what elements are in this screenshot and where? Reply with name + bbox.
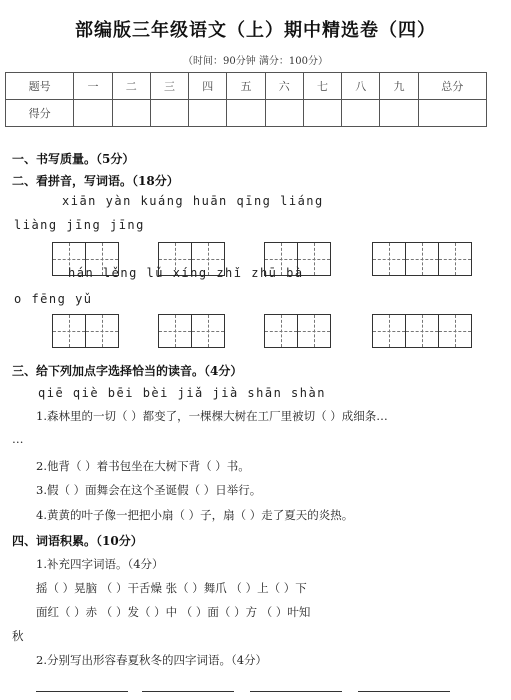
section-3-heading: 三、给下列加点字选择恰当的读音。（4分） [12, 364, 243, 378]
question-3-4: 4.黄黄的叶子像一把把小扇（ ）子，扇（ ）走了夏天的炎热。 [36, 508, 354, 522]
score-cell[interactable] [342, 100, 380, 127]
score-cell[interactable] [112, 100, 150, 127]
score-cell[interactable] [265, 100, 303, 127]
section-1-heading: 一、书写质量。（5分） [12, 152, 135, 166]
score-cell[interactable] [74, 100, 112, 127]
writing-grid[interactable] [372, 314, 472, 348]
score-cell[interactable] [227, 100, 265, 127]
writing-grid[interactable] [52, 314, 119, 348]
header-cell: 二 [112, 73, 150, 100]
question-3-2: 2.他背（ ）着书包坐在大树下背（ ）书。 [36, 459, 250, 473]
header-cell: 四 [189, 73, 227, 100]
question-3-3: 3.假（ ）面舞会在这个圣诞假（ ）日举行。 [36, 483, 262, 497]
header-cell: 五 [227, 73, 265, 100]
score-cell[interactable] [418, 100, 486, 127]
pinyin-row-1: xiān yàn kuáng huān qīng liáng [62, 194, 324, 208]
score-table [5, 72, 487, 127]
score-cell[interactable] [380, 100, 418, 127]
question-3-1: 1.森林里的一切（ ）都变了，一棵棵大树在工厂里被切（ ）成细条… [36, 409, 388, 423]
answer-blank[interactable] [36, 690, 128, 692]
header-cell: 八 [342, 73, 380, 100]
section-2-heading: 二、看拼音，写词语。（18分） [12, 174, 179, 188]
score-cell[interactable] [303, 100, 341, 127]
reading-options: qiē qiè bēi bèi jiǎ jià shān shàn [38, 386, 326, 400]
score-cell[interactable] [189, 100, 227, 127]
header-cell: 三 [150, 73, 188, 100]
header-cell: 总分 [418, 73, 486, 100]
score-table-score-row [6, 100, 487, 127]
question-3-1-continued: … [12, 432, 24, 446]
score-cell[interactable] [150, 100, 188, 127]
answer-blank[interactable] [358, 690, 450, 692]
section-4-heading: 四、词语积累。（10分） [12, 534, 143, 548]
score-table-header-row [6, 73, 487, 100]
pinyin-row-2: liàng jīng jīng [14, 218, 145, 232]
score-label: 得分 [6, 100, 74, 127]
header-cell: 题号 [6, 73, 74, 100]
idiom-row-1: 摇（ ）晃脑 （ ）干舌燥 张（ ）舞爪 （ ）上（ ）下 [36, 581, 307, 595]
writing-grid[interactable] [158, 314, 225, 348]
pinyin-row-3: hán lěng lǔ xíng zhǐ zhū bà [68, 266, 304, 280]
pinyin-row-4: o fēng yǔ [14, 292, 93, 306]
page-title: 部编版三年级语文（上）期中精选卷（四） [75, 20, 436, 41]
header-cell: 六 [265, 73, 303, 100]
answer-blank[interactable] [250, 690, 342, 692]
question-4-2: 2.分别写出形容春夏秋冬的四字词语。（4分） [36, 653, 268, 667]
header-cell: 一 [74, 73, 112, 100]
question-4-1: 1.补充四字词语。（4分） [36, 557, 164, 571]
exam-info: （时间：90分钟 满分：100分） [183, 56, 328, 67]
answer-blank[interactable] [142, 690, 234, 692]
header-cell: 七 [303, 73, 341, 100]
writing-grid[interactable] [264, 314, 331, 348]
header-cell: 九 [380, 73, 418, 100]
writing-grid[interactable] [372, 242, 472, 276]
idiom-row-2-continued: 秋 [12, 629, 24, 643]
idiom-row-2: 面红（ ）赤 （ ）发（ ）中 （ ）面（ ）方 （ ）叶知 [36, 605, 311, 619]
